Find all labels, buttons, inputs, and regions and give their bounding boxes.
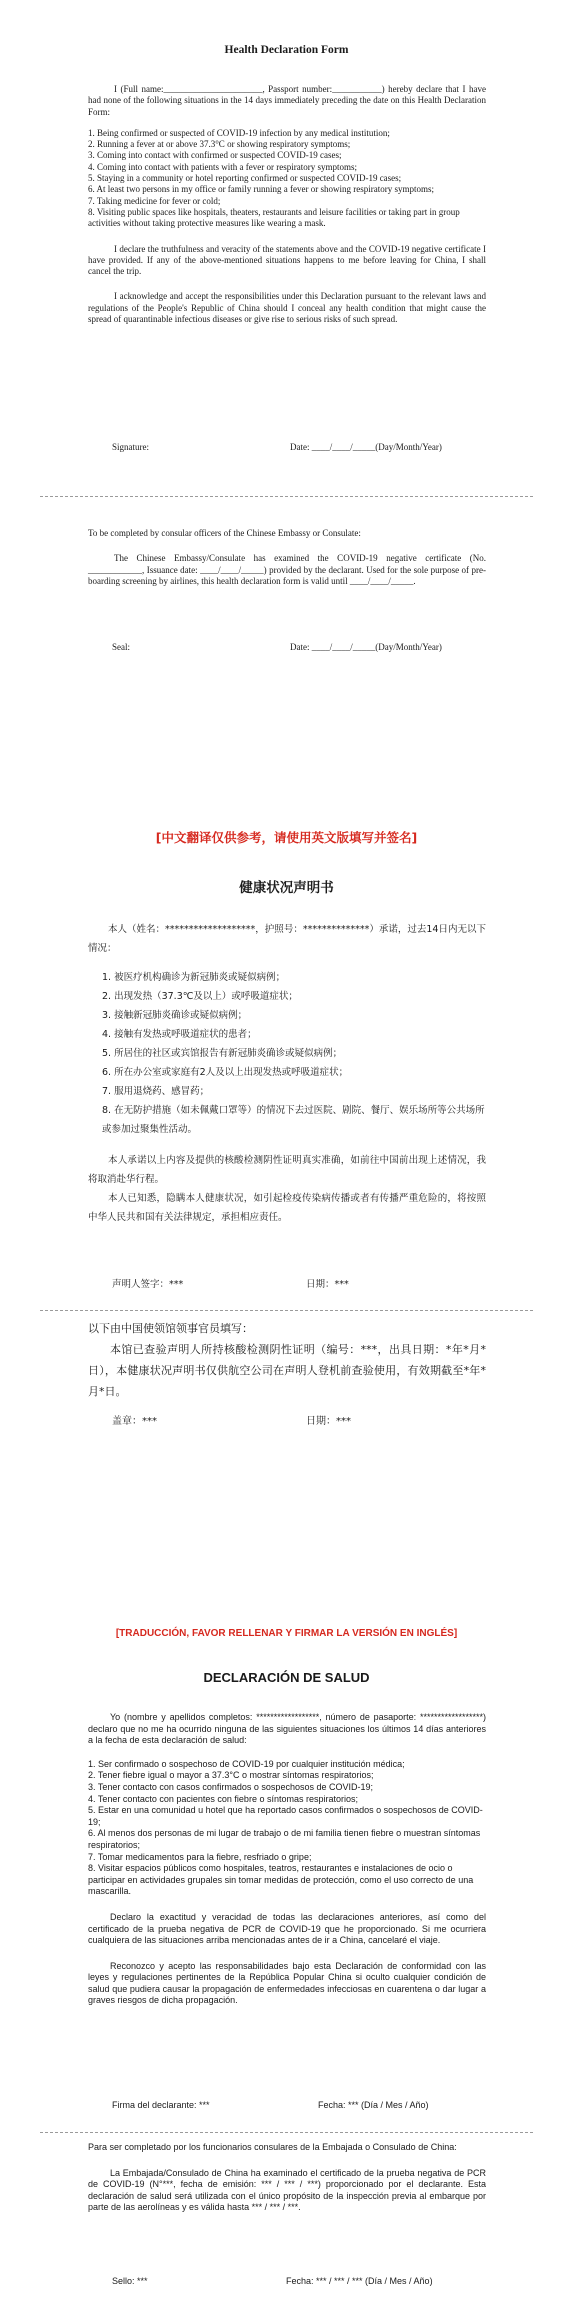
list-item: 7. 服用退烧药、感冒药； [102, 1086, 210, 1097]
list-item: 8. Visitar espacios públicos como hospitales, teatros, restaurantes e instalaciones de ocio o participar en actividades grupales sin tomar medidas de protección, como el uso correcto de una mascarilla. [88, 1863, 474, 1897]
declaration-paragraph: I declare the truthfulness and veracity of the statements above and the COVID-19 negative certificate I have provided. If any of the above-mentioned situations happens to me before leaving for China, I shall cancel the trip. [88, 243, 486, 277]
chinese-consular-section [0, 1318, 573, 1428]
es-intro-block [88, 1712, 486, 2007]
list-item: 4. Coming into contact with patients with a fever or respiratory symptoms; [88, 161, 357, 172]
list-item: 6. At least two persons in my office or family running a fever or showing respiratory symptoms; [88, 184, 435, 195]
list-item: 8. 在无防护措施（如未佩戴口罩等）的情况下去过医院、剧院、餐厅、娱乐场所等公共场所或参加过聚集性活动。 [102, 1105, 485, 1135]
list-item: 2. 出现发热（37.3℃及以上）或呼吸道症状； [102, 991, 298, 1002]
list-item: 3. Tener contacto con casos confirmados o sospechosos de COVID-19; [88, 1781, 373, 1792]
situation-list [88, 968, 486, 1139]
signature-label: 声明人签字：*** [112, 1279, 184, 1290]
signature-label: Signature: [112, 442, 149, 452]
zh-consular-block [88, 1318, 486, 1402]
list-item: 4. Tener contacto con pacientes con fiebre o síntomas respiratorios; [88, 1793, 358, 1804]
translation-notice: [中文翻译仅供参考，请使用英文版填写并签名] [155, 830, 418, 845]
chinese-section [0, 820, 573, 1380]
intro-paragraph: 本人（姓名：*******************，护照号：**************）承诺，过去14日内无以下情况： [88, 924, 486, 954]
section-title: 健康状况声明书 [239, 880, 334, 896]
list-item: 5. 所居住的社区或宾馆报告有新冠肺炎确诊或疑似病例； [102, 1048, 343, 1059]
signature-date: 日期：*** [306, 1279, 349, 1290]
list-item: 4. 接触有发热或呼吸道症状的患者； [102, 1029, 257, 1040]
section-title: DECLARACIÓN DE SALUD [203, 1670, 370, 1685]
situation-list [88, 1759, 486, 1898]
signature-date: Fecha: *** (Día / Mes / Año) [318, 2100, 429, 2110]
declaration-paragraph: 本人承诺以上内容及提供的核酸检测阴性证明真实准确，如前往中国前出现上述情况，我将取消赴华行程。 [88, 1155, 486, 1185]
consular-heading: 以下由中国使领馆领事官员填写： [88, 1322, 253, 1335]
seal-date: Fecha: *** / *** / *** (Día / Mes / Año) [286, 2276, 433, 2286]
seal-date: 日期：*** [306, 1416, 351, 1427]
acknowledgement-paragraph: I acknowledge and accept the responsibilities under this Declaration pursuant to the relevant laws and regulations of the People's Republic of China should I conceal any health condition that might cause the spread of quarantinable infectious diseases or give rise to serious risks of such spread. [88, 291, 486, 325]
list-item: 2. Tener fiebre igual o mayor a 37.3°C o mostrar síntomas respiratorios; [88, 1770, 374, 1781]
acknowledgement-paragraph: Reconozco y acepto las responsabilidades bajo esta Declaración de conformidad con las leyes y regulaciones pertinentes de la República Popular China si oculto cualquier condición de salud que pudiera causar la propagación de enfermedades infecciosas en cuarentena o dar lugar a graves riesgos de dicha propagación. [88, 1960, 486, 2006]
list-item: 2. Running a fever at or above 37.3°C or showing respiratory symptoms; [88, 139, 351, 150]
consular-paragraph: 本馆已查验声明人所持核酸检测阴性证明（编号：***，出具日期：*年*月*日），本健康状况声明书仅供航空公司在声明人登机前查验使用，有效期截至*年*月*日。 [88, 1343, 486, 1398]
list-item: 5. Staying in a community or hotel reporting confirmed or suspected COVID-19 cases; [88, 173, 402, 184]
seal-label: 盖章：*** [112, 1416, 157, 1427]
es-consular-block [88, 2142, 486, 2214]
list-item: 1. Ser confirmado o sospechoso de COVID-19 por cualquier institución médica; [88, 1758, 405, 1769]
list-item: 6. 所在办公室或家庭有2人及以上出现发热或呼吸道症状； [102, 1067, 349, 1078]
page-title: Health Declaration Form [224, 44, 349, 56]
divider [40, 496, 533, 497]
consular-heading: Para ser completado por los funcionarios consulares de la Embajada o Consulado de China: [88, 2142, 457, 2152]
seal-label: Sello: *** [112, 2276, 148, 2286]
intro-block [88, 84, 486, 325]
situation-list [88, 128, 486, 230]
declaration-paragraph: Declaro la exactitud y veracidad de todas las declaraciones anteriores, así como del certificado de la prueba negativa de PCR de COVID-19 que he proporcionado. Si me ocurriera cualquiera de las situaciones arriba mencionadas antes de ir a China, cancelaré el viaje. [88, 1911, 486, 1946]
signature-label: Firma del declarante: *** [112, 2100, 210, 2110]
list-item: 3. Coming into contact with confirmed or suspected COVID-19 cases; [88, 150, 342, 161]
list-item: 7. Taking medicine for fever or cold; [88, 195, 221, 206]
consular-paragraph: The Chinese Embassy/Consulate has examined the COVID-19 negative certificate (No. ____________, Issuance date: ____/____/_____) provided by the declarant. Used for the sole purpose of pre-boarding screening by airlines, this health declaration form is valid until ____/____/_____. [88, 553, 486, 586]
zh-intro-block [88, 920, 486, 1227]
consular-heading: To be completed by consular officers of the Chinese Embassy or Consulate: [88, 528, 361, 538]
intro-paragraph: Yo (nombre y apellidos completos: ******************, número de pasaporte: ******************) declaro que no me ha ocurrido ninguna de las siguientes situaciones los últimos 14 días anteriores a la fecha de esta declaración de salud: [88, 1712, 486, 1746]
english-section [0, 0, 573, 680]
consular-block [88, 528, 486, 587]
translation-notice: [TRADUCCIÓN, FAVOR RELLENAR Y FIRMAR LA VERSIÓN EN INGLÉS] [115, 1628, 458, 1639]
list-item: 1. Being confirmed or suspected of COVID-19 infection by any medical institution; [88, 127, 390, 138]
list-item: 3. 接触新冠肺炎确诊或疑似病例； [102, 1010, 248, 1021]
acknowledgement-paragraph: 本人已知悉，隐瞒本人健康状况，如引起检疫传染病传播或者有传播严重危险的，将按照中华人民共和国有关法律规定，承担相应责任。 [88, 1193, 486, 1223]
consular-paragraph: La Embajada/Consulado de China ha examinado el certificado de la prueba negativa de PCR de COVID-19 (N°***, fecha de emisión: *** / *** / ***) proporcionado por el declarante. Esta declaración de salud será utilizada con el único propósito de la inspección previa al embarque por parte de las aerolíneas y es válida hasta *** / *** / ***. [88, 2167, 486, 2213]
list-item: 5. Estar en una comunidad u hotel que ha reportado casos confirmados o sospechosos de COVID-19; [88, 1805, 483, 1827]
divider [40, 2132, 533, 2133]
divider [40, 1310, 533, 1311]
list-item: 8. Visiting public spaces like hospitals, theaters, restaurants and leisure facilities or taking part in group activities without taking protective measures like wearing a mask. [88, 206, 460, 229]
seal-label: Seal: [112, 642, 130, 652]
spanish-section [0, 1620, 573, 2301]
list-item: 1. 被医疗机构确诊为新冠肺炎或疑似病例； [102, 972, 286, 983]
signature-date: Date: ____/____/_____(Day/Month/Year) [290, 442, 442, 452]
list-item: 7. Tomar medicamentos para la fiebre, resfriado o gripe; [88, 1851, 312, 1862]
intro-paragraph: I (Full name:______________________, Passport number:___________) hereby declare that I have had none of the following situations in the 14 days immediately preceding the date on this Health Declaration Form: [88, 84, 486, 117]
seal-date: Date: ____/____/_____(Day/Month/Year) [290, 642, 442, 652]
list-item: 6. Al menos dos personas de mi lugar de trabajo o de mi familia tienen fiebre o muestran síntomas respiratorios; [88, 1828, 481, 1850]
